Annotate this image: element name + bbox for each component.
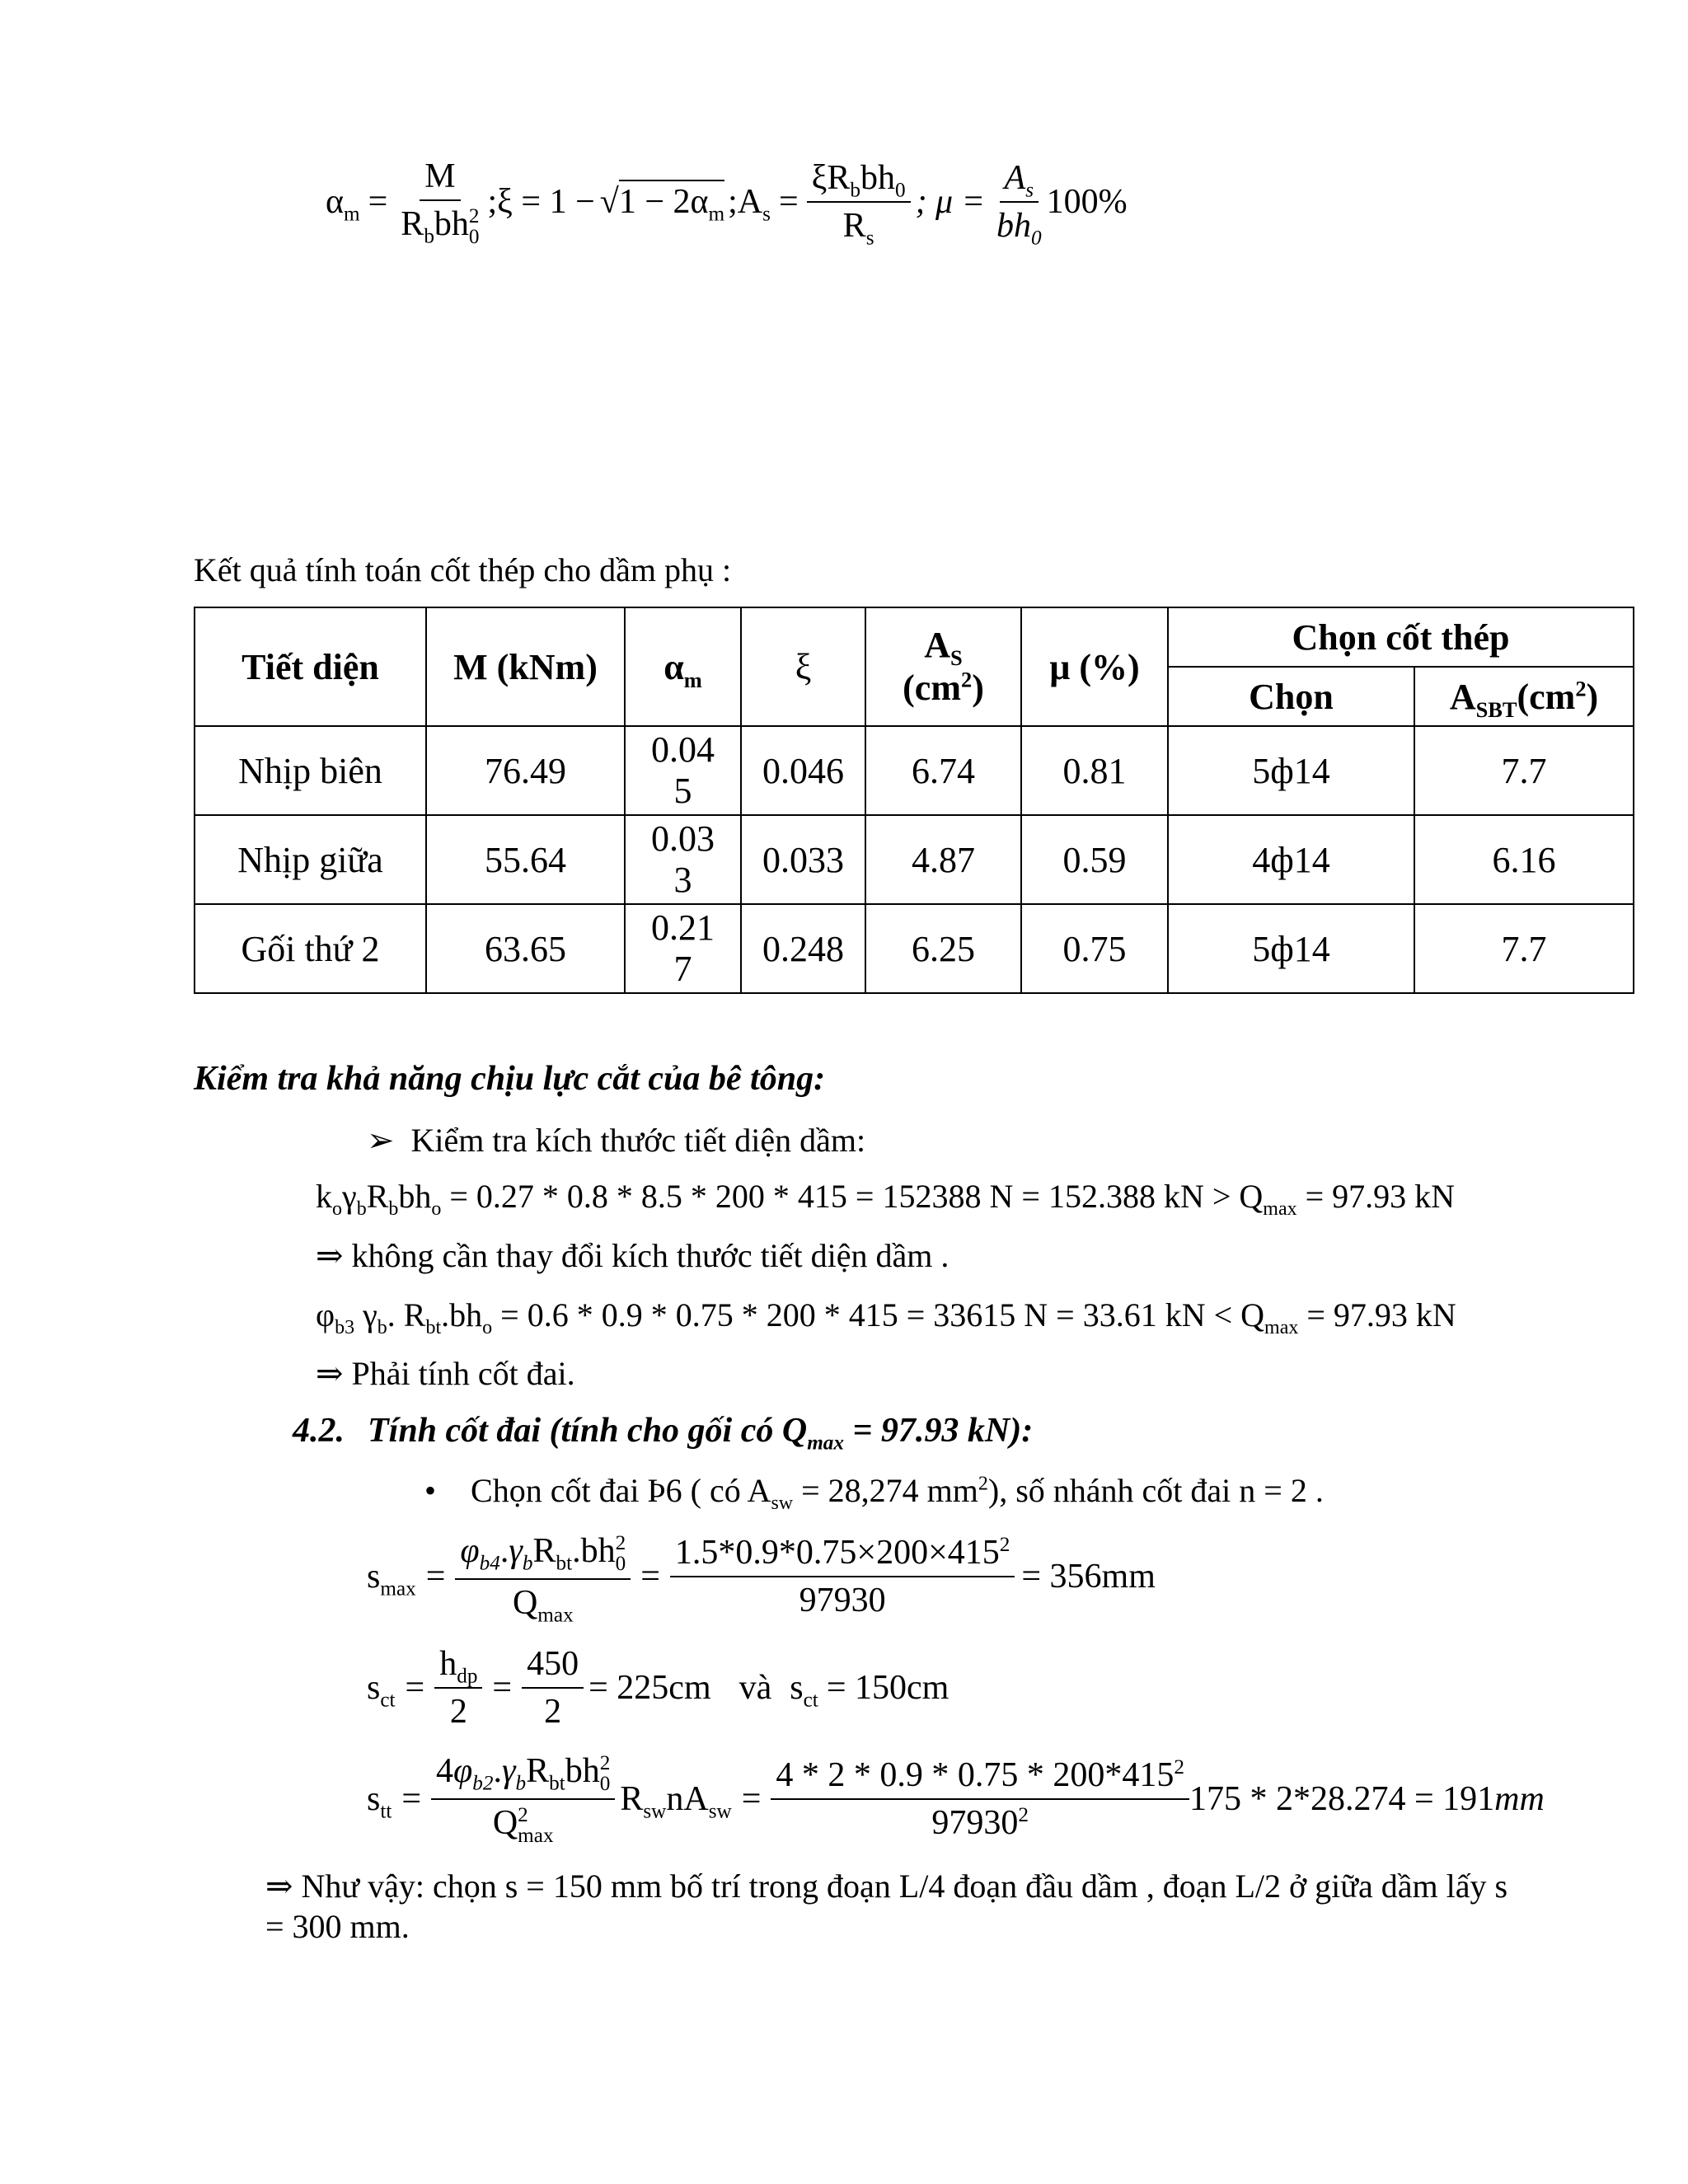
sct-formula: $s_{ct}$ = $\frac{h_{dp}}{2}$ = $\frac{450}{2}$ = 225cm và $s_{ct}$ = 150cm (367, 1645, 950, 1731)
header-asbt: $A_{SBT}(cm^2)$ (1414, 667, 1634, 726)
as-formula: $;A_s$ (728, 183, 771, 226)
check-bullet-line: ➢ Kiểm tra kích thước tiết diện dầm: (367, 1122, 866, 1159)
cell-asbt: 7.7 (1414, 904, 1634, 993)
cell-chon: 4ф14 (1168, 815, 1414, 904)
cell-mu: 0.75 (1021, 904, 1168, 993)
cell-chon: 5ф14 (1168, 904, 1414, 993)
cell-M: 63.65 (426, 904, 625, 993)
stirrup-bullet-line: • Chọn cốt đai Þ6 ( có $A_{sw} = 28,274$ $mm^2$), số nhánh cốt đai n = 2 . (424, 1472, 1324, 1514)
cell-M: 76.49 (426, 726, 625, 815)
alpha-m-fraction: M $R_bbh$ 2 0 (401, 157, 480, 249)
header-chon: Chọn (1168, 667, 1414, 726)
smax-numeric-fraction: $\frac{1.5*0.9*0.75\times 200\times 415^2}{97930}$ (670, 1533, 1015, 1620)
cell-As: 6.74 (865, 726, 1021, 815)
cell-section: Nhịp biên (195, 726, 426, 815)
cell-mu: 0.81 (1021, 726, 1168, 815)
table-row (195, 815, 1634, 904)
cell-asbt: 6.16 (1414, 815, 1634, 904)
alpha-m: $\alpha_m$ (326, 183, 360, 226)
cell-xi: 0.046 (741, 726, 865, 815)
smax-formula: $s_{max}$ = $\varphi_{b4}.\gamma_bR_{bt}.bh$ 2 0 $Q_{max}$ = $\frac{1.5*0.9*0.75\times 200\times 415^2}{97930}$ = 356mm (367, 1532, 1156, 1626)
cell-section: Gối thứ 2 (195, 904, 426, 993)
implies-icon: ⇒ (316, 1237, 344, 1274)
top-formula: $\alpha_m$ = M $R_bbh$ 2 0 ;ξ = $1 - √1 - 2\alpha_m$ $;A_s$ = $\frac{\xi R_bbh_0}{R_s}$ ; μ = $\frac{A_s}{bh_0}$ 100% (326, 157, 1128, 250)
cell-M: 55.64 (426, 815, 625, 904)
header-M: M (kNm) (426, 607, 625, 726)
arrow-bullet-icon: ➢ (367, 1122, 395, 1159)
header-As: $A_S$ $(cm^2)$ (865, 607, 1021, 726)
as-fraction: $\frac{\xi R_bbh_0}{R_s}$ (807, 158, 911, 246)
conclusion-line-1: ⇒ Như vậy: chọn s = 150 mm bố trí trong đoạn L/4 đoạn đầu dầm , đoạn L/2 ở giữa dầm lấy s (265, 1868, 1508, 1905)
table-row (195, 726, 1634, 815)
header-xi: ξ (741, 607, 865, 726)
section-4-2-heading: 4.2. Tính cốt đai (tính cho gối có $Q_{max} = 97.93$ kN): (293, 1412, 1034, 1455)
stt-symbolic-fraction: $4\varphi_{b2}.\gamma_bR_{bt}bh$ 2 0 Q 2 max (431, 1751, 615, 1846)
smax-symbolic-fraction: $\varphi_{b4}.\gamma_bR_{bt}.bh$ 2 0 $Q_{max}$ (455, 1531, 631, 1623)
cell-xi: 0.248 (741, 904, 865, 993)
sct-450-fraction: $\frac{450}{2}$ (522, 1644, 584, 1732)
cell-alpha-m: 0.04 5 (625, 726, 741, 815)
header-tiet-dien: Tiết diện (195, 607, 426, 726)
results-table (194, 607, 1634, 994)
cell-As: 4.87 (865, 815, 1021, 904)
table-row (195, 904, 1634, 993)
cell-mu: 0.59 (1021, 815, 1168, 904)
check-heading: Kiểm tra khả năng chịu lực cắt của bê tông: (194, 1060, 826, 1098)
cell-alpha-m: 0.03 3 (625, 815, 741, 904)
cell-chon: 5ф14 (1168, 726, 1414, 815)
stt-numeric-fraction: $\frac{4 * 2 * 0.9 * 0.75 * 200*415^2}{97930^2}$ (771, 1755, 1189, 1843)
line-must-calc: ⇒ Phải tính cốt đai. (316, 1355, 575, 1392)
header-mu: μ (%) (1021, 607, 1168, 726)
implies-icon: ⇒ (265, 1868, 293, 1905)
cell-xi: 0.033 (741, 815, 865, 904)
line-no-change: ⇒ không cần thay đổi kích thước tiết diện dầm . (316, 1237, 950, 1274)
equation-1: $k_o\gamma_bR_bbh_o = 0.27 * 0.8 * 8.5 * 200 * 415 = 152388$ N = 152.388 kN > $Q_{max} = 97.93$ kN (316, 1178, 1456, 1220)
percent-label: 100% (1046, 183, 1128, 222)
header-chon-cot-thep: Chọn cốt thép (1168, 607, 1634, 667)
mu-formula: ; μ = (915, 183, 985, 222)
implies-icon: ⇒ (316, 1355, 344, 1392)
equation-2: $\varphi_{b3}$ $\gamma_b$. $R_{bt}.bh_o = 0.6 * 0.9 * 0.75 * 200 * 415 = 33615$ N = 33.61 kN < $Q_{max} = 97.93$ kN (316, 1296, 1456, 1338)
xi-formula: ;ξ = $1 - √1 - 2\alpha_m$ (488, 182, 725, 222)
stt-formula: $s_{tt}$ = $4\varphi_{b2}.\gamma_bR_{bt}bh$ 2 0 Q 2 max $R_{sw}nA_{sw}$ = $\frac{4 * 2 * 0.9 * 0.75 * 200*415^2}{97930^2}$ 175 * 2*28.274 = 191mm (367, 1752, 1545, 1847)
cell-alpha-m: 0.21 7 (625, 904, 741, 993)
dot-bullet-icon: • (424, 1472, 437, 1509)
cell-As: 6.25 (865, 904, 1021, 993)
mu-fraction: $\frac{A_s}{bh_0}$ (996, 159, 1042, 250)
header-alpha-m: $\alpha_m$ (625, 607, 741, 726)
sct-h-fraction: $\frac{h_{dp}}{2}$ (434, 1644, 482, 1732)
cell-section: Nhịp giữa (195, 815, 426, 904)
cell-asbt: 7.7 (1414, 726, 1634, 815)
table-caption: Kết quả tính toán cốt thép cho dầm phụ : (194, 551, 732, 588)
conclusion-line-2: = 300 mm. (265, 1908, 410, 1945)
